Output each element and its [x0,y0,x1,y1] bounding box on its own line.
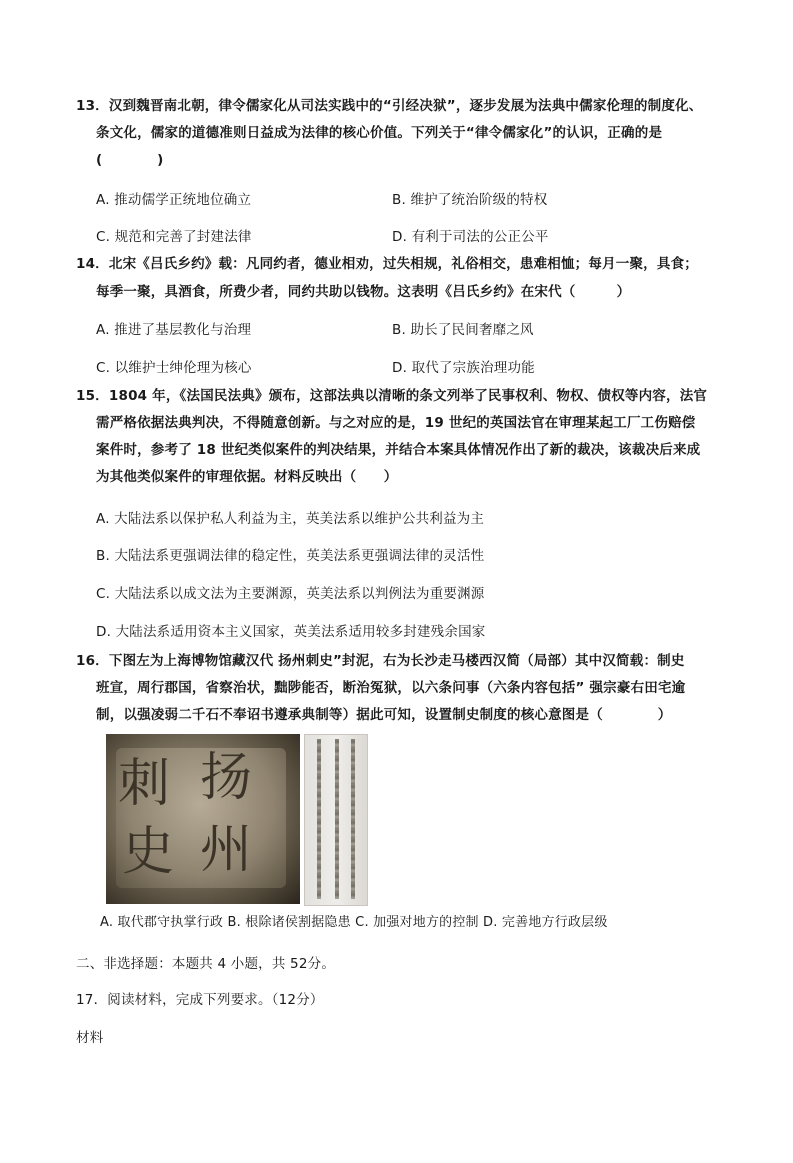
q13-stem-line1: 13．汉到魏晋南北朝，律令儒家化从司法实践中的“引经决狱”，逐步发展为法典中儒家伦理的制度化、 [76,98,703,114]
q17-stem: 17．阅读材料，完成下列要求。（12分） [76,992,324,1008]
q15-stem-line3: 案件时，参考了 18 世纪类似案件的判决结果，并结合本案具体情况作出了新的裁决，该裁决后来成 [96,442,701,458]
q16-options[interactable]: A. 取代郡守执掌行政 B. 根除诸侯割据隐患 C. 加强对地方的控制 D. 完善地方行政层级 [100,915,608,930]
q15-option-a[interactable]: A. 大陆法系以保护私人利益为主，英美法系以维护公共利益为主 [96,511,485,527]
q14-option-c[interactable]: C. 以维护士绅伦理为核心 [96,360,252,376]
q15-option-b[interactable]: B. 大陆法系更强调法律的稳定性，英美法系更强调法律的灵活性 [96,548,485,564]
seal-char: 扬 [200,748,253,808]
q14-stem-line1: 14．北宋《吕氏乡约》载：凡同约者，德业相劝，过失相规，礼俗相交，患难相恤；每月一聚，具食； [76,256,698,272]
q14-option-b[interactable]: B. 助长了民间奢靡之风 [392,322,534,338]
bamboo-slip-image [304,734,368,906]
q15-option-d[interactable]: D. 大陆法系适用资本主义国家，英美法系适用较多封建残余国家 [96,624,486,640]
q13-option-c[interactable]: C. 规范和完善了封建法律 [96,229,252,245]
q13-option-d[interactable]: D. 有利于司法的公正公平 [392,229,549,245]
section-heading: 二、非选择题：本题共 4 小题，共 52分。 [76,956,336,972]
seal-char: 刺 [118,754,171,814]
q15-option-c[interactable]: C. 大陆法系以成文法为主要渊源，英美法系以判例法为重要渊源 [96,586,485,602]
q16-stem-line1: 16．下图左为上海博物馆藏汉代 扬州刺史”封泥，右为长沙走马楼西汉简（局部）其中汉简载：制史 [76,653,685,669]
q13-stem-line3: ( ) [96,152,164,168]
q15-stem-line1: 15．1804 年，《法国民法典》颁布，这部法典以清晰的条文列举了民事权利、物权、债权等内容，法官 [76,388,708,404]
bamboo-strip [351,739,355,899]
material-label: 材料 [76,1030,104,1046]
bamboo-strip [335,739,339,899]
q15-stem-line2: 需严格依据法典判决，不得随意创新。与之对应的是，19 世纪的英国法官在审理某起工厂工伤赔偿 [96,415,696,431]
seal-char: 州 [200,820,253,880]
clay-seal-face [116,748,286,888]
q16-stem-line3: 制，以强凌弱二千石不奉诏书遵承典制等）据此可知，设置制史制度的核心意图是（ ） [96,707,672,723]
q13-option-a[interactable]: A. 推动儒学正统地位确立 [96,192,252,208]
seal-char: 史 [122,822,175,882]
q14-stem-line2: 每季一聚，具酒食，所费少者，同约共助以钱物。这表明《吕氏乡约》在宋代（ ） [96,284,631,300]
q16-stem-line2: 班宣，周行郡国，省察治状，黜陟能否，断治冤狱，以六条问事（六条内容包括” 强宗豪右田宅逾 [96,680,686,696]
q14-option-d[interactable]: D. 取代了宗族治理功能 [392,360,535,376]
q14-option-a[interactable]: A. 推进了基层教化与治理 [96,322,252,338]
q13-stem-line2: 条文化，儒家的道德准则日益成为法律的核心价值。下列关于“律令儒家化”的认识，正确的是 [96,125,663,141]
q13-option-b[interactable]: B. 维护了统治阶级的特权 [392,192,548,208]
clay-seal-image [106,734,300,904]
q15-stem-line4: 为其他类似案件的审理依据。材料反映出（ ） [96,469,398,485]
bamboo-strip [317,739,321,899]
